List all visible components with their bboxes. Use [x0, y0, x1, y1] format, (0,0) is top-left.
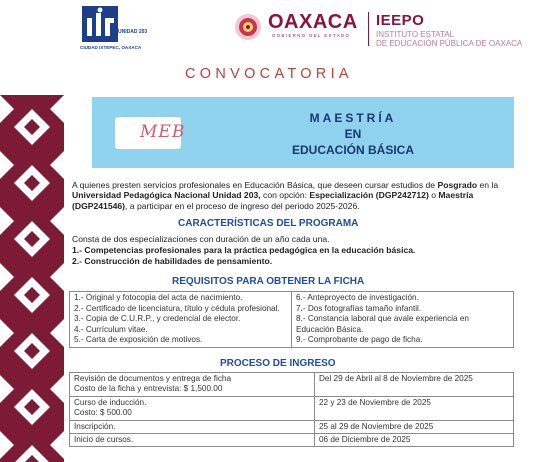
proceso-date: 06 de Diciembre de 2025	[315, 434, 514, 447]
list-item: 2.- Certificado de licenciatura, título y cédula profesional.	[74, 303, 280, 313]
table-row	[70, 396, 514, 420]
intro-bold: Posgrado	[437, 180, 478, 190]
list-item: 1.- Competencias profesionales para la práctica pedagógica en la educación básica.	[72, 245, 416, 255]
list-item: 8.- Constancia laboral que avale experiencia en Educación Básica.	[296, 314, 469, 334]
intro-text: o	[428, 190, 439, 201]
proceso-step	[70, 373, 315, 397]
caracteristicas-heading: CARACTERÍSTICAS DEL PROGRAMA	[178, 218, 359, 229]
list-item: 4.- Currículum vitae.	[74, 324, 148, 334]
table-row	[70, 420, 514, 433]
upn-unit-label: UNIDAD 203	[118, 29, 148, 35]
greca-decorative-band	[0, 95, 64, 462]
caracteristicas-body	[72, 234, 415, 267]
intro-text: en la	[477, 180, 499, 190]
list-item: 5.- Carta de exposición de motivos.	[74, 335, 203, 345]
proceso-step	[70, 396, 315, 420]
caracteristicas-intro: Consta de dos especializaciones con duración de un año cada una.	[72, 234, 330, 244]
list-item: 7.- Dos fotografías tamaño infantil.	[296, 303, 422, 313]
oaxaca-wordmark: OAXACA	[268, 11, 358, 33]
proceso-step-cost: Costo de la ficha y entrevista: $ 1,500.00	[74, 384, 223, 394]
upn-logo	[80, 4, 192, 56]
requisitos-heading: REQUISITOS PARA OBTENER LA FICHA	[172, 276, 365, 287]
proceso-step-label: Curso de inducción.	[74, 397, 147, 407]
proceso-step-label: Revisión de documentos y entrega de ficha	[74, 374, 232, 383]
program-banner	[92, 97, 514, 168]
oaxaca-emblem-icon	[234, 12, 262, 42]
proceso-date: Del 29 de Abril al 8 de Noviembre de 2025	[315, 373, 514, 397]
table-row	[70, 373, 514, 397]
proceso-step-cost: Costo: $ 500.00	[74, 408, 132, 418]
meb-logo-text: MEB	[140, 122, 186, 142]
oaxaca-subtitle: GOBIERNO DEL ESTADO	[272, 33, 351, 38]
list-item: 9.- Comprobante de pago de ficha.	[296, 335, 423, 345]
upn-emblem-icon	[80, 4, 120, 44]
intro-bold: Maestría (DGP241546)	[72, 190, 474, 211]
proceso-step: Inicio de cursos.	[70, 434, 315, 447]
page-title: CONVOCATORIA	[185, 66, 353, 82]
proceso-step: Inscripción.	[70, 420, 315, 433]
list-item: 1.- Original y fotocopia del acta de nacimiento.	[74, 293, 243, 302]
table-row	[70, 434, 514, 447]
intro-paragraph	[72, 180, 518, 211]
requisitos-right-column	[292, 292, 514, 348]
banner-line-1: MAESTRÍA	[309, 111, 397, 125]
list-item: 3.- Copia de C.U.R.P., y credencial de elector.	[74, 314, 241, 324]
ieepo-subtitle-line1: INSTITUTO ESTATAL	[376, 30, 455, 39]
list-item: 6.- Anteproyecto de investigación.	[296, 293, 419, 302]
intro-text: , a participar en el proceso de ingreso del periodo 2025-2026.	[125, 200, 360, 211]
table-row	[70, 292, 514, 348]
ieepo-wordmark: IEEPO	[376, 12, 425, 29]
intro-text: con opción:	[260, 190, 310, 201]
upn-city-label: CIUDAD IXTEPEC, OAXACA	[80, 45, 142, 50]
intro-bold: Universidad Pedagógica Nacional Unidad 203,	[72, 190, 261, 201]
proceso-heading: PROCESO DE INGRESO	[220, 358, 336, 369]
banner-line-3: EDUCACIÓN BÁSICA	[291, 143, 414, 157]
requisitos-table	[69, 291, 514, 348]
requisitos-left-column	[70, 292, 292, 348]
proceso-date: 25 al 29 de Noviembre de 2025	[315, 420, 514, 433]
intro-bold: Especialización (DGP242712)	[309, 190, 429, 201]
proceso-table	[69, 372, 514, 447]
proceso-date: 22 y 23 de Noviembre de 2025	[315, 396, 514, 420]
intro-text: A quienes presten servicios profesionales en Educación Básica, que deseen cursar estudios de	[72, 180, 438, 190]
banner-line-2: EN	[344, 127, 362, 141]
header-divider	[368, 12, 369, 46]
ieepo-subtitle-line2: DE EDUCACIÓN PÚBLICA DE OAXACA	[376, 39, 523, 48]
list-item: 2.- Construcción de habilidades de pensamiento.	[72, 256, 273, 266]
